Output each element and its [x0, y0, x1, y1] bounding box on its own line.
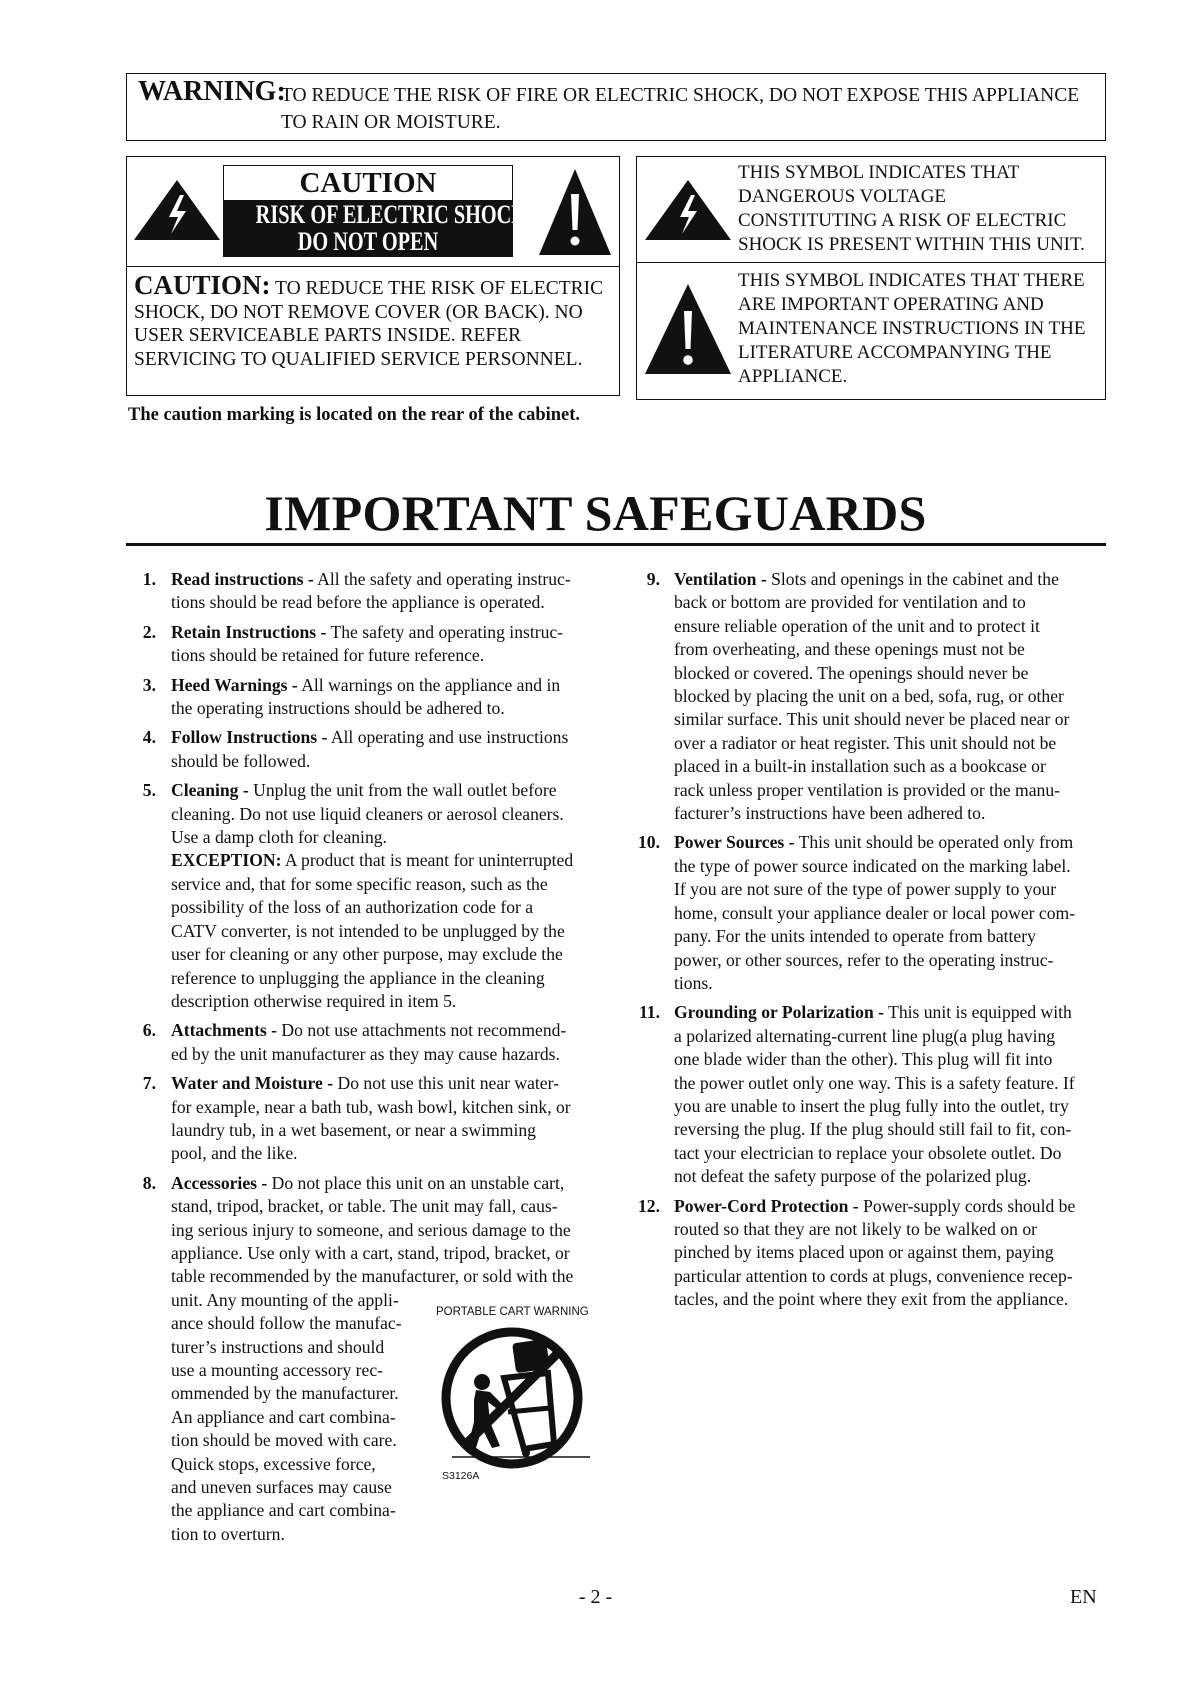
safeguard-line: tions. — [674, 972, 713, 993]
safeguard-text: Do not use attachments not recommend- — [277, 1020, 567, 1041]
safeguard-line: facturer’s instructions have been adhered to. — [674, 803, 986, 824]
safeguard-line: tions should be retained for future reference. — [171, 645, 485, 666]
safeguard-line: similar surface. This unit should never be placed near or — [674, 709, 1070, 730]
page-title: IMPORTANT SAFEGUARDS — [264, 485, 927, 541]
safeguard-number: 1. — [142, 569, 156, 589]
voltage-text-line: SHOCK IS PRESENT WITHIN THIS UNIT. — [738, 234, 1085, 255]
safeguard-text: All operating and use instructions — [327, 727, 569, 748]
safeguard-item — [126, 1019, 606, 1066]
voltage-symbol-text — [738, 161, 1085, 257]
safeguard-line — [171, 621, 606, 644]
caution-line2: SHOCK, DO NOT REMOVE COVER (OR BACK). NO — [134, 301, 583, 323]
instructions-text-line: LITERATURE ACCOMPANYING THE — [738, 342, 1052, 363]
safeguard-line: back or bottom are provided for ventilation and to — [674, 592, 1026, 613]
safeguard-title: Heed Warnings - — [171, 674, 298, 695]
safeguard-line — [171, 1172, 606, 1195]
exception-line: reference to unplugging the appliance in the cleaning — [171, 967, 545, 988]
safeguard-number: 11. — [638, 1002, 660, 1023]
risk-text-line2: DO NOT OPEN — [297, 227, 439, 256]
safeguard-line — [674, 831, 1110, 854]
exclamation-triangle-icon — [644, 283, 732, 375]
safeguard-line — [674, 1001, 1110, 1024]
safeguard-line: the operating instructions should be adhered to. — [171, 698, 505, 719]
safeguard-title: Water and Moisture - — [171, 1073, 334, 1094]
exception-text: A product that is meant for uninterrupted — [281, 850, 574, 871]
safeguard-text: Do not place this unit on an unstable cart, — [267, 1172, 565, 1193]
safeguard-line: tions should be read before the appliance is operated. — [171, 592, 545, 613]
safeguard-line: ed by the unit manufacturer as they may cause hazards. — [171, 1043, 560, 1064]
safeguard-text: This unit should be operated only from — [794, 832, 1074, 853]
rear-cabinet-note: The caution marking is located on the rear of the cabinet. — [128, 405, 581, 425]
safeguard-line: one blade wider than the other). This plug will fit into — [674, 1049, 1053, 1070]
safeguard-line: use a mounting accessory rec- — [171, 1360, 384, 1380]
caution-paragraph — [134, 270, 618, 371]
exception-line — [171, 849, 606, 872]
title-rule — [126, 543, 1106, 546]
voltage-text-line: THIS SYMBOL INDICATES THAT — [738, 162, 1020, 183]
exception-line: user for cleaning or any other purpose, may exclude the — [171, 944, 563, 965]
safeguard-title: Attachments - — [171, 1020, 278, 1041]
caution-lead: CAUTION: — [134, 270, 271, 300]
cart-tipover-icon — [438, 1326, 593, 1471]
safeguard-title: Grounding or Polarization - — [674, 1002, 884, 1023]
safeguard-line: If you are not sure of the type of power supply to your — [674, 879, 1057, 900]
cart-caption: PORTABLE CART WARNING — [436, 1306, 589, 1318]
caution-line4: SERVICING TO QUALIFIED SERVICE PERSONNEL. — [134, 348, 583, 370]
safeguard-line — [674, 1195, 1110, 1218]
voltage-text-line: CONSTITUTING A RISK OF ELECTRIC — [738, 210, 1067, 231]
safeguard-number: 7. — [142, 1073, 156, 1094]
caution-banner-risk — [224, 200, 528, 256]
warning-label: WARNING: — [138, 76, 286, 107]
safeguard-number: 10. — [638, 832, 660, 853]
safeguard-line: An appliance and cart combina- — [171, 1406, 396, 1427]
safeguard-item — [630, 568, 1110, 825]
risk-text-line1: RISK OF ELECTRIC SHOCK — [255, 200, 528, 229]
safeguard-title: Ventilation - — [674, 569, 767, 589]
safeguard-line: tact your electrician to replace your obsolete outlet. Do — [674, 1142, 1062, 1163]
safeguard-number: 12. — [638, 1195, 660, 1216]
caution-line3: USER SERVICEABLE PARTS INSIDE. REFER — [134, 325, 522, 346]
safeguard-item — [126, 674, 606, 721]
exception-line: service and, that for some specific reason, such as the — [171, 873, 548, 894]
safeguard-text: Unplug the unit from the wall outlet before — [248, 780, 557, 801]
caution-box — [126, 156, 620, 396]
safeguard-line: blocked or covered. The openings should never be — [674, 662, 1029, 683]
caution-box-divider — [127, 266, 619, 267]
lightning-bolt-triangle-icon — [133, 179, 221, 241]
exclamation-triangle-icon — [538, 168, 612, 256]
safeguard-title: Cleaning - — [171, 780, 249, 801]
safeguard-line: from overheating, and these openings must not be — [674, 639, 1025, 660]
safeguard-item — [126, 779, 606, 1013]
warning-text-line1: TO REDUCE THE RISK OF FIRE OR ELECTRIC SHOCK, DO NOT EXPOSE THIS APPLIANCE — [281, 85, 1080, 106]
safeguard-line: the power outlet only one way. This is a safety feature. If — [674, 1072, 1075, 1093]
safeguard-text: All warnings on the appliance and in — [297, 674, 561, 695]
safeguard-line: particular attention to cords at plugs, convenience recep- — [674, 1265, 1073, 1286]
safeguard-line: Quick stops, excessive force, — [171, 1453, 376, 1474]
warning-text-line2: TO RAIN OR MOISTURE. — [281, 112, 501, 133]
safeguard-line: tion should be moved with care. — [171, 1430, 397, 1451]
safeguard-title: Read instructions - — [171, 569, 314, 589]
instructions-text-line: MAINTENANCE INSTRUCTIONS IN THE — [738, 318, 1086, 339]
instructions-symbol-text — [738, 269, 1085, 389]
safeguard-line — [171, 674, 606, 697]
safeguard-number: 4. — [142, 727, 156, 748]
safeguard-line: a polarized alternating-current line plug(a plug having — [674, 1025, 1056, 1046]
safeguard-text: The safety and operating instruc- — [326, 621, 564, 642]
safeguards-right-column — [630, 568, 1110, 1318]
exception-line: description otherwise required in item 5. — [171, 990, 457, 1011]
safeguard-line: stand, tripod, bracket, or table. The unit may fall, caus- — [171, 1196, 558, 1217]
safeguard-line — [674, 568, 1110, 591]
safeguard-line: the appliance and cart combina- — [171, 1500, 396, 1521]
safeguard-line: laundry tub, in a wet basement, or near a swimming — [171, 1119, 536, 1140]
safeguard-line: pinched by items placed upon or against them, paying — [674, 1242, 1054, 1263]
safeguard-item — [126, 726, 606, 773]
safeguard-line: tacles, and the point where they exit from the appliance. — [674, 1289, 1069, 1310]
language-code: EN — [1070, 1586, 1097, 1608]
safeguard-text: Slots and openings in the cabinet and the — [766, 569, 1059, 589]
safeguard-text: This unit is equipped with — [884, 1002, 1072, 1023]
safeguard-line: over a radiator or heat register. This unit should not be — [674, 732, 1057, 753]
safeguard-line: blocked by placing the unit on a bed, sofa, rug, or other — [674, 686, 1064, 707]
safeguard-line: Use a damp cloth for cleaning. — [171, 827, 387, 848]
safeguard-line: should be followed. — [171, 750, 311, 771]
instructions-text-line: ARE IMPORTANT OPERATING AND — [738, 294, 1044, 315]
caution-line1: TO REDUCE THE RISK OF ELECTRIC — [270, 278, 604, 299]
safeguard-line: appliance. Use only with a cart, stand, tripod, bracket, or — [171, 1242, 570, 1263]
safeguard-line — [171, 1072, 606, 1095]
safeguard-line: and uneven surfaces may cause — [171, 1477, 392, 1498]
safeguard-title: Accessories - — [171, 1172, 268, 1193]
safeguard-title: Follow Instructions - — [171, 727, 328, 748]
page-number: - 2 - — [578, 1586, 613, 1608]
lightning-bolt-triangle-icon — [644, 179, 732, 241]
safeguard-text: Power-supply cords should be — [858, 1195, 1076, 1216]
safeguard-item — [630, 1001, 1110, 1188]
safeguard-line: ensure reliable operation of the unit and to protect it — [674, 615, 1040, 636]
safeguard-line: routed so that they are not likely to be walked on or — [674, 1218, 1038, 1239]
voltage-text-line: DANGEROUS VOLTAGE — [738, 186, 947, 207]
safeguard-title: Power Sources - — [674, 832, 795, 853]
exception-line: CATV converter, is not intended to be unplugged by the — [171, 920, 565, 941]
safeguard-line — [171, 726, 606, 749]
safeguard-line: unit. Any mounting of the appli- — [171, 1289, 399, 1310]
safeguard-line: ing serious injury to someone, and serious damage to the — [171, 1219, 571, 1240]
safeguard-line: pool, and the like. — [171, 1143, 298, 1164]
safeguard-number: 8. — [142, 1172, 156, 1193]
safeguard-line: power, or other sources, refer to the operating instruc- — [674, 949, 1054, 970]
safeguard-line: turer’s instructions and should — [171, 1336, 385, 1357]
safeguard-text: Do not use this unit near water- — [333, 1073, 559, 1094]
warning-box — [126, 73, 1106, 141]
safeguard-item — [126, 568, 606, 615]
safeguard-number: 6. — [142, 1020, 156, 1041]
exception-label: EXCEPTION: — [171, 850, 282, 871]
safeguard-line: the type of power source indicated on the marking label. — [674, 855, 1071, 876]
caution-banner — [223, 165, 528, 257]
safeguard-number: 3. — [142, 674, 156, 695]
caution-banner-title: CAUTION — [299, 167, 437, 199]
safeguard-line — [171, 1019, 606, 1042]
safeguard-title: Power-Cord Protection - — [674, 1195, 859, 1216]
safeguard-line: rack unless proper ventilation is provided or the manu- — [674, 779, 1060, 800]
safeguard-item — [126, 1072, 606, 1166]
safeguard-item — [126, 621, 606, 668]
safeguard-number: 2. — [142, 621, 156, 642]
safeguard-line: you are unable to insert the plug fully into the outlet, try — [674, 1095, 1069, 1116]
instructions-text-line: APPLIANCE. — [738, 366, 848, 387]
safeguard-line: cleaning. Do not use liquid cleaners or aerosol cleaners. — [171, 803, 564, 824]
safeguard-line: ance should follow the manufac- — [171, 1313, 402, 1334]
safeguard-line — [171, 568, 606, 591]
safeguard-line — [171, 779, 606, 802]
safeguard-text: All the safety and operating instruc- — [313, 569, 571, 589]
instructions-text-line: THIS SYMBOL INDICATES THAT THERE — [738, 270, 1085, 291]
safeguard-number: 9. — [646, 569, 660, 589]
safeguard-line: pany. For the units intended to operate from battery — [674, 926, 1036, 947]
safeguard-line: table recommended by the manufacturer, or sold with the — [171, 1266, 574, 1287]
cart-figure-code: S3126A — [442, 1470, 480, 1482]
safeguard-line: not defeat the safety purpose of the polarized plug. — [674, 1166, 1032, 1187]
safeguard-line: tion to overturn. — [171, 1523, 285, 1544]
safeguard-line: home, consult your appliance dealer or local power com- — [674, 902, 1076, 923]
safeguard-line: placed in a built-in installation such as a bookcase or — [674, 756, 1046, 777]
safeguard-line: reversing the plug. If the plug should still fail to fit, con- — [674, 1119, 1072, 1140]
portable-cart-warning-figure — [436, 1306, 596, 1496]
symbol-box-divider — [637, 262, 1105, 263]
exception-line: possibility of the loss of an authorization code for a — [171, 897, 534, 918]
symbol-explanation-box — [636, 156, 1106, 400]
safeguard-line: for example, near a bath tub, wash bowl, kitchen sink, or — [171, 1096, 571, 1117]
safeguard-title: Retain Instructions - — [171, 621, 327, 642]
safeguard-item — [630, 1195, 1110, 1312]
safeguard-line: ommended by the manufacturer. — [171, 1383, 399, 1404]
safeguard-item — [630, 831, 1110, 995]
safeguard-number: 5. — [142, 780, 156, 801]
